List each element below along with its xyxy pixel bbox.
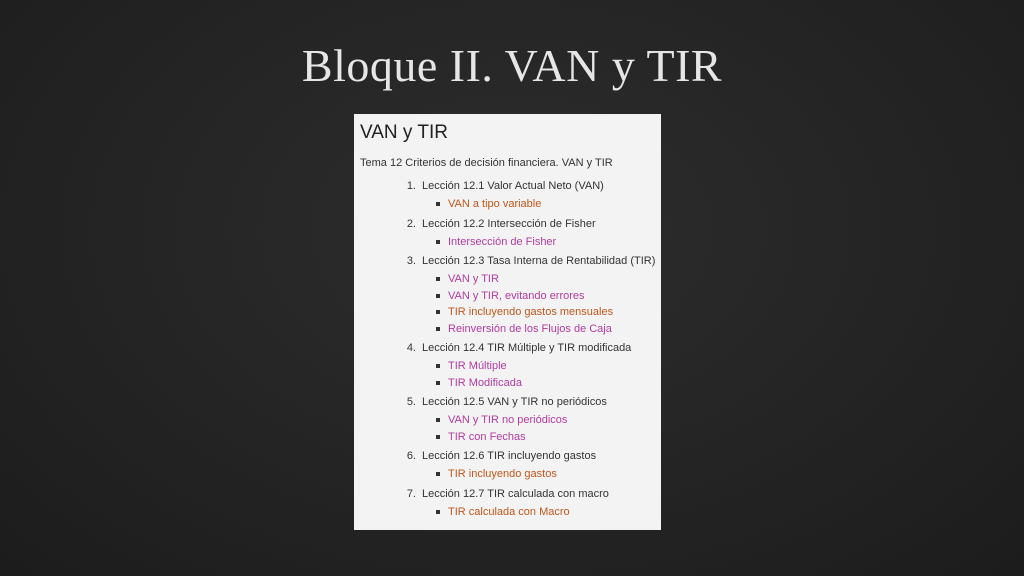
lesson-number: 5.: [406, 396, 416, 408]
lesson-link[interactable]: TIR Modificada: [448, 376, 522, 389]
lesson-link[interactable]: Reinversión de los Flujos de Caja: [448, 322, 612, 335]
bullet-icon: [436, 364, 440, 368]
panel-title: VAN y TIR: [360, 122, 448, 143]
bullet-icon: [436, 435, 440, 439]
bullet-icon: [436, 418, 440, 422]
lesson-list: [360, 177, 661, 522]
lesson-link[interactable]: TIR incluyendo gastos mensuales: [448, 306, 614, 318]
course-panel: [354, 114, 661, 530]
lesson-number: 2.: [406, 217, 416, 230]
lesson-item: [360, 447, 661, 485]
lesson-item: [360, 339, 661, 393]
lesson-number: 4.: [406, 342, 416, 354]
lesson-link[interactable]: TIR con Fechas: [448, 430, 526, 443]
lesson-item: [360, 252, 661, 339]
lesson-number: 3.: [406, 255, 416, 267]
lesson-number: 1.: [406, 180, 416, 192]
lesson-link[interactable]: TIR Múltiple: [448, 360, 507, 372]
bullet-icon: [436, 277, 440, 281]
bullet-icon: [436, 310, 440, 314]
panel-subtitle: Tema 12 Criterios de decisión financiera. VAN y TIR: [360, 157, 613, 169]
lesson-title: Lección 12.5 VAN y TIR no periódicos: [422, 396, 607, 408]
lesson-link[interactable]: Intersección de Fisher: [448, 235, 557, 248]
lesson-title: Lección 12.2 Intersección de Fisher: [422, 217, 596, 230]
lesson-number: 7.: [406, 487, 416, 500]
bullet-icon: [436, 240, 440, 244]
lesson-item: [360, 393, 661, 447]
bullet-icon: [436, 472, 440, 476]
lesson-link[interactable]: VAN a tipo variable: [448, 198, 542, 210]
bullet-icon: [436, 294, 440, 298]
lesson-link[interactable]: TIR calculada con Macro: [448, 505, 570, 518]
lesson-title: Lección 12.6 TIR incluyendo gastos: [422, 450, 597, 462]
lesson-link[interactable]: TIR incluyendo gastos: [448, 468, 557, 480]
bullet-icon: [436, 510, 440, 514]
lesson-title: Lección 12.4 TIR Múltiple y TIR modificada: [422, 342, 632, 354]
lesson-title: Lección 12.1 Valor Actual Neto (VAN): [422, 180, 604, 192]
lesson-item: [360, 215, 661, 253]
bullet-icon: [436, 327, 440, 331]
slide-title: Bloque II. VAN y TIR: [301, 40, 723, 91]
lesson-title: Lección 12.7 TIR calculada con macro: [422, 487, 609, 500]
lesson-item: [360, 485, 661, 523]
lesson-link[interactable]: VAN y TIR no periódicos: [448, 414, 568, 426]
lesson-link[interactable]: VAN y TIR, evitando errores: [448, 289, 585, 302]
bullet-icon: [436, 381, 440, 385]
bullet-icon: [436, 202, 440, 206]
lesson-title: Lección 12.3 Tasa Interna de Rentabilidad (TIR): [422, 255, 656, 267]
lesson-item: [360, 177, 661, 215]
lesson-link[interactable]: VAN y TIR: [448, 273, 499, 285]
lesson-number: 6.: [406, 450, 416, 462]
